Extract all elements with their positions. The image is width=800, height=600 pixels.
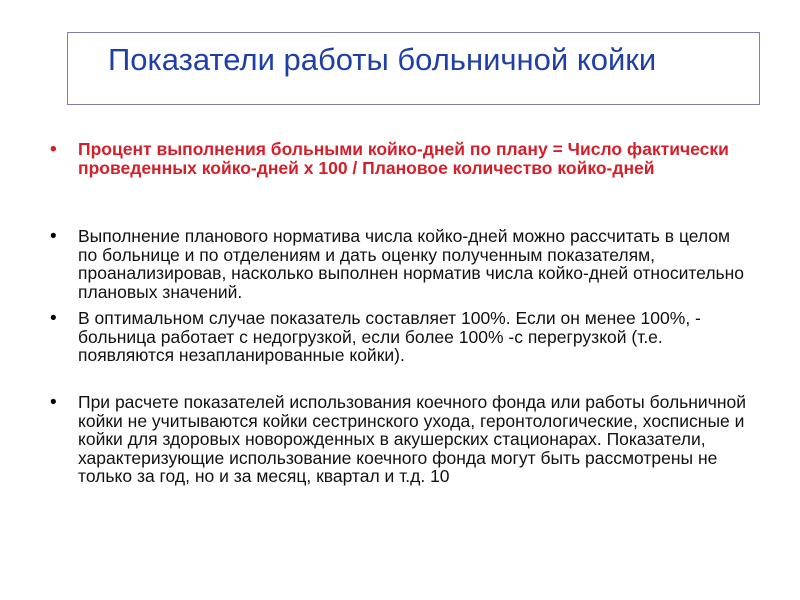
bullet-text-norm-calculation: Выполнение планового норматива числа койко-дней можно рассчитать в целом по больнице и по отделениям и дать оценку полученным показателям, проанализировав, насколько выполнен норматив числа койко-дней относительно плановых значений. [78, 226, 745, 302]
bullet-marker: • [50, 139, 57, 160]
bullet-marker: • [50, 308, 57, 329]
slide-title: Показатели работы больничной койки [108, 42, 657, 77]
bullet-text-exclusions: При расчете показателей использования коечного фонда или работы больничной койки не учитываются койки сестринского ухода, геронтологические, хосписные и койки для здоровых новорожденных в акушерских стационарах. Показатели, характеризующие использование коечного фонда могут быть рассмотрены не только за год, но и за месяц, квартал и т.д. 10 [78, 392, 746, 486]
bullet-marker: • [50, 226, 57, 247]
bullet-text-optimal-value: В оптимальном случае показатель составляет 100%. Если он менее 100%, - больница работает с недогрузкой, если более 100% -с перегрузкой (т.е. появляются незапланированные койки). [78, 308, 701, 365]
bullet-marker: • [50, 392, 57, 413]
bullet-text-formula: Процент выполнения больными койко-дней по плану = Число фактически проведенных койко-дней х 100 / Плановое количество койко-дней [78, 139, 729, 178]
title-frame [67, 32, 760, 105]
